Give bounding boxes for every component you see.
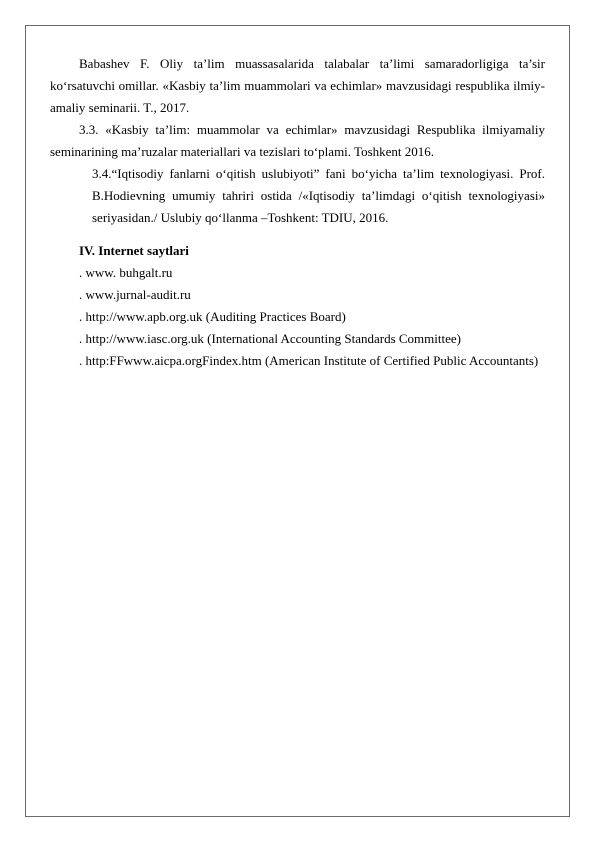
internet-item-apb: . http://www.apb.org.uk (Auditing Practices Board) (79, 309, 346, 324)
page-body (50, 53, 545, 372)
internet-item-iasc: . http://www.iasc.org.uk (International Accounting Standards Committee) (79, 331, 461, 346)
reference-babashev: Babashev F. Oliy ta’lim muassasalarida talabalar ta’limi samaradorligiga ta’sir ko‘rsatuvchi omillar. «Kasbiy ta’lim muammolari va echimlar» mavzusidagi respublika ilmiy-amaliy seminarii. T., 2017. (50, 56, 545, 115)
internet-item-jurnal-audit: . www.jurnal-audit.ru (79, 287, 191, 302)
reference-3-3: 3.3. «Kasbiy ta’lim: muammolar va echimlar» mavzusidagi Respublika ilmiyamaliy seminarining ma’ruzalar materiallari va tezislari to‘plami. Toshkent 2016. (50, 122, 545, 159)
internet-item-buhgalt: . www. buhgalt.ru (79, 265, 173, 280)
internet-item-aicpa: . http:FFwww.aicpa.orgFindex.htm (American Institute of Certified Public Accountants) (79, 353, 539, 368)
internet-heading: IV. Internet saytlari (79, 243, 189, 258)
reference-3-4: 3.4.“Iqtisodiy fanlarni o‘qitish uslubiyoti” fani bo‘yicha ta’lim texnologiyasi. Prof. B.Hodievning umumiy tahriri ostida /«Iqtisodiy ta’limdagi o‘qitish texnologiyasi» seriyasidan./ Uslubiy qo‘llanma –Toshkent: TDIU, 2016. (92, 166, 545, 225)
